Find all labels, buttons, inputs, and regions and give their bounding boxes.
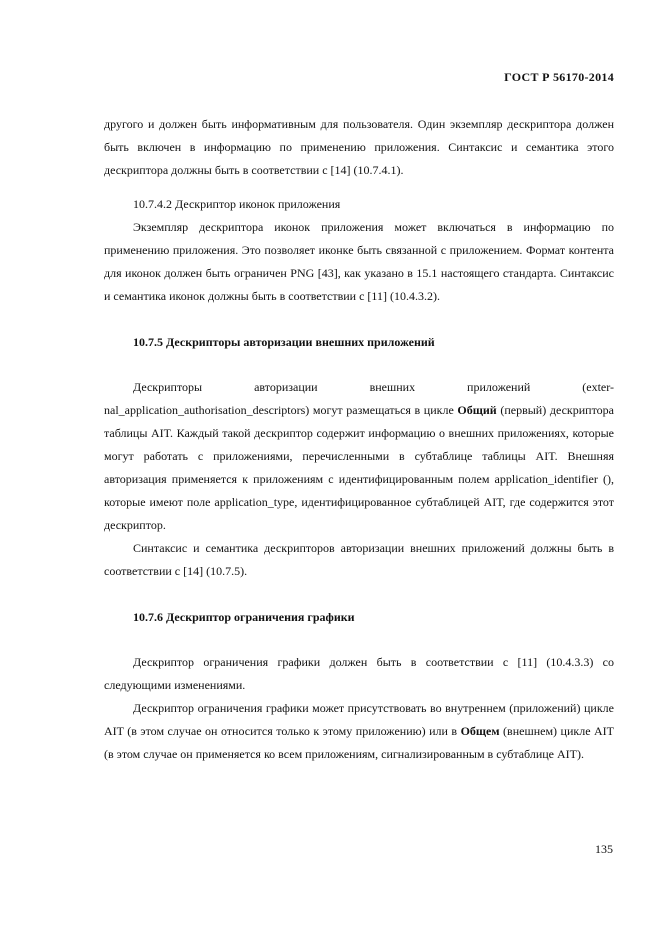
section-heading-10-7-6: 10.7.6 Дескриптор ограничения графики (133, 610, 355, 624)
paragraph-graphics-constraints: Дескриптор ограничения графики должен быть в соответствии с [11] (10.4.3.3) со следующими изменениями. (104, 655, 614, 692)
paragraph-external-auth-line1: Дескрипторы авторизации внешних приложений (exter- (133, 380, 614, 394)
spacer (104, 629, 614, 651)
paragraph-icons-descriptor: Экземпляр дескриптора иконок приложения может включаться в информацию по применению приложения. Это позволяет иконке быть связанной с приложением. Формат контента для иконок должен быть ограничен PNG [43], как указано в 15.1 настоящего стандарта. Синтаксис и семантика иконок должны быть в соответствии с [11] (10.4.3.2). (104, 220, 614, 303)
spacer (104, 308, 614, 331)
paragraph-text: Дескриптор ограничения графики может присутствовать во внутреннем (приложений) цикле AIT (в этом случае он относится только к этому приложению) или в (104, 701, 614, 738)
paragraph-continuation: другого и должен быть информативным для пользователя. Один экземпляр дескриптора должен быть включен в информацию по применению приложения. Синтаксис и семантика этого дескриптора должны быть в соответствии с [14] (10.7.4.1). (104, 117, 614, 177)
paragraph-external-auth-syntax: Синтаксис и семантика дескрипторов авторизации внешних приложений должны быть в соответствии с [14] (10.7.5). (104, 541, 614, 578)
section-heading-10-7-5: 10.7.5 Дескрипторы авторизации внешних приложений (133, 335, 435, 349)
paragraph-external-auth (104, 399, 614, 537)
subsection-heading-10-7-4-2: 10.7.4.2 Дескриптор иконок приложения (133, 197, 341, 211)
page-content (104, 113, 614, 766)
bold-term-common: Общий (457, 403, 497, 417)
bold-term-common-outer: Общем (460, 724, 500, 738)
spacer (104, 583, 614, 606)
document-code-header: ГОСТ Р 56170-2014 (504, 70, 614, 84)
paragraph-text: (первый) дескриптора таблицы AIT. Каждый такой дескриптор содержит информацию о внешних приложениях, которые могут работать с приложениями, перечисленными в субтаблице таблицы AIT. Внешняя авторизация применяется к приложениям с идентифицированным полем application_identifier (), которые имеют поле application_type, идентифицированное субтаблицей AIT, где содержится этот дескриптор. (104, 403, 614, 532)
paragraph-text: (внешнем) цикле AIT (в этом случае он применяется ко всем приложениям, сигнализированным в субтаблице AIT). (104, 724, 615, 761)
page-number: 135 (595, 842, 613, 856)
paragraph-graphics-constraints-loop (104, 697, 614, 766)
paragraph-text: nal_application_authorisation_descriptors) могут размещаться в цикле (104, 403, 458, 417)
spacer (104, 182, 614, 193)
spacer (104, 354, 614, 376)
